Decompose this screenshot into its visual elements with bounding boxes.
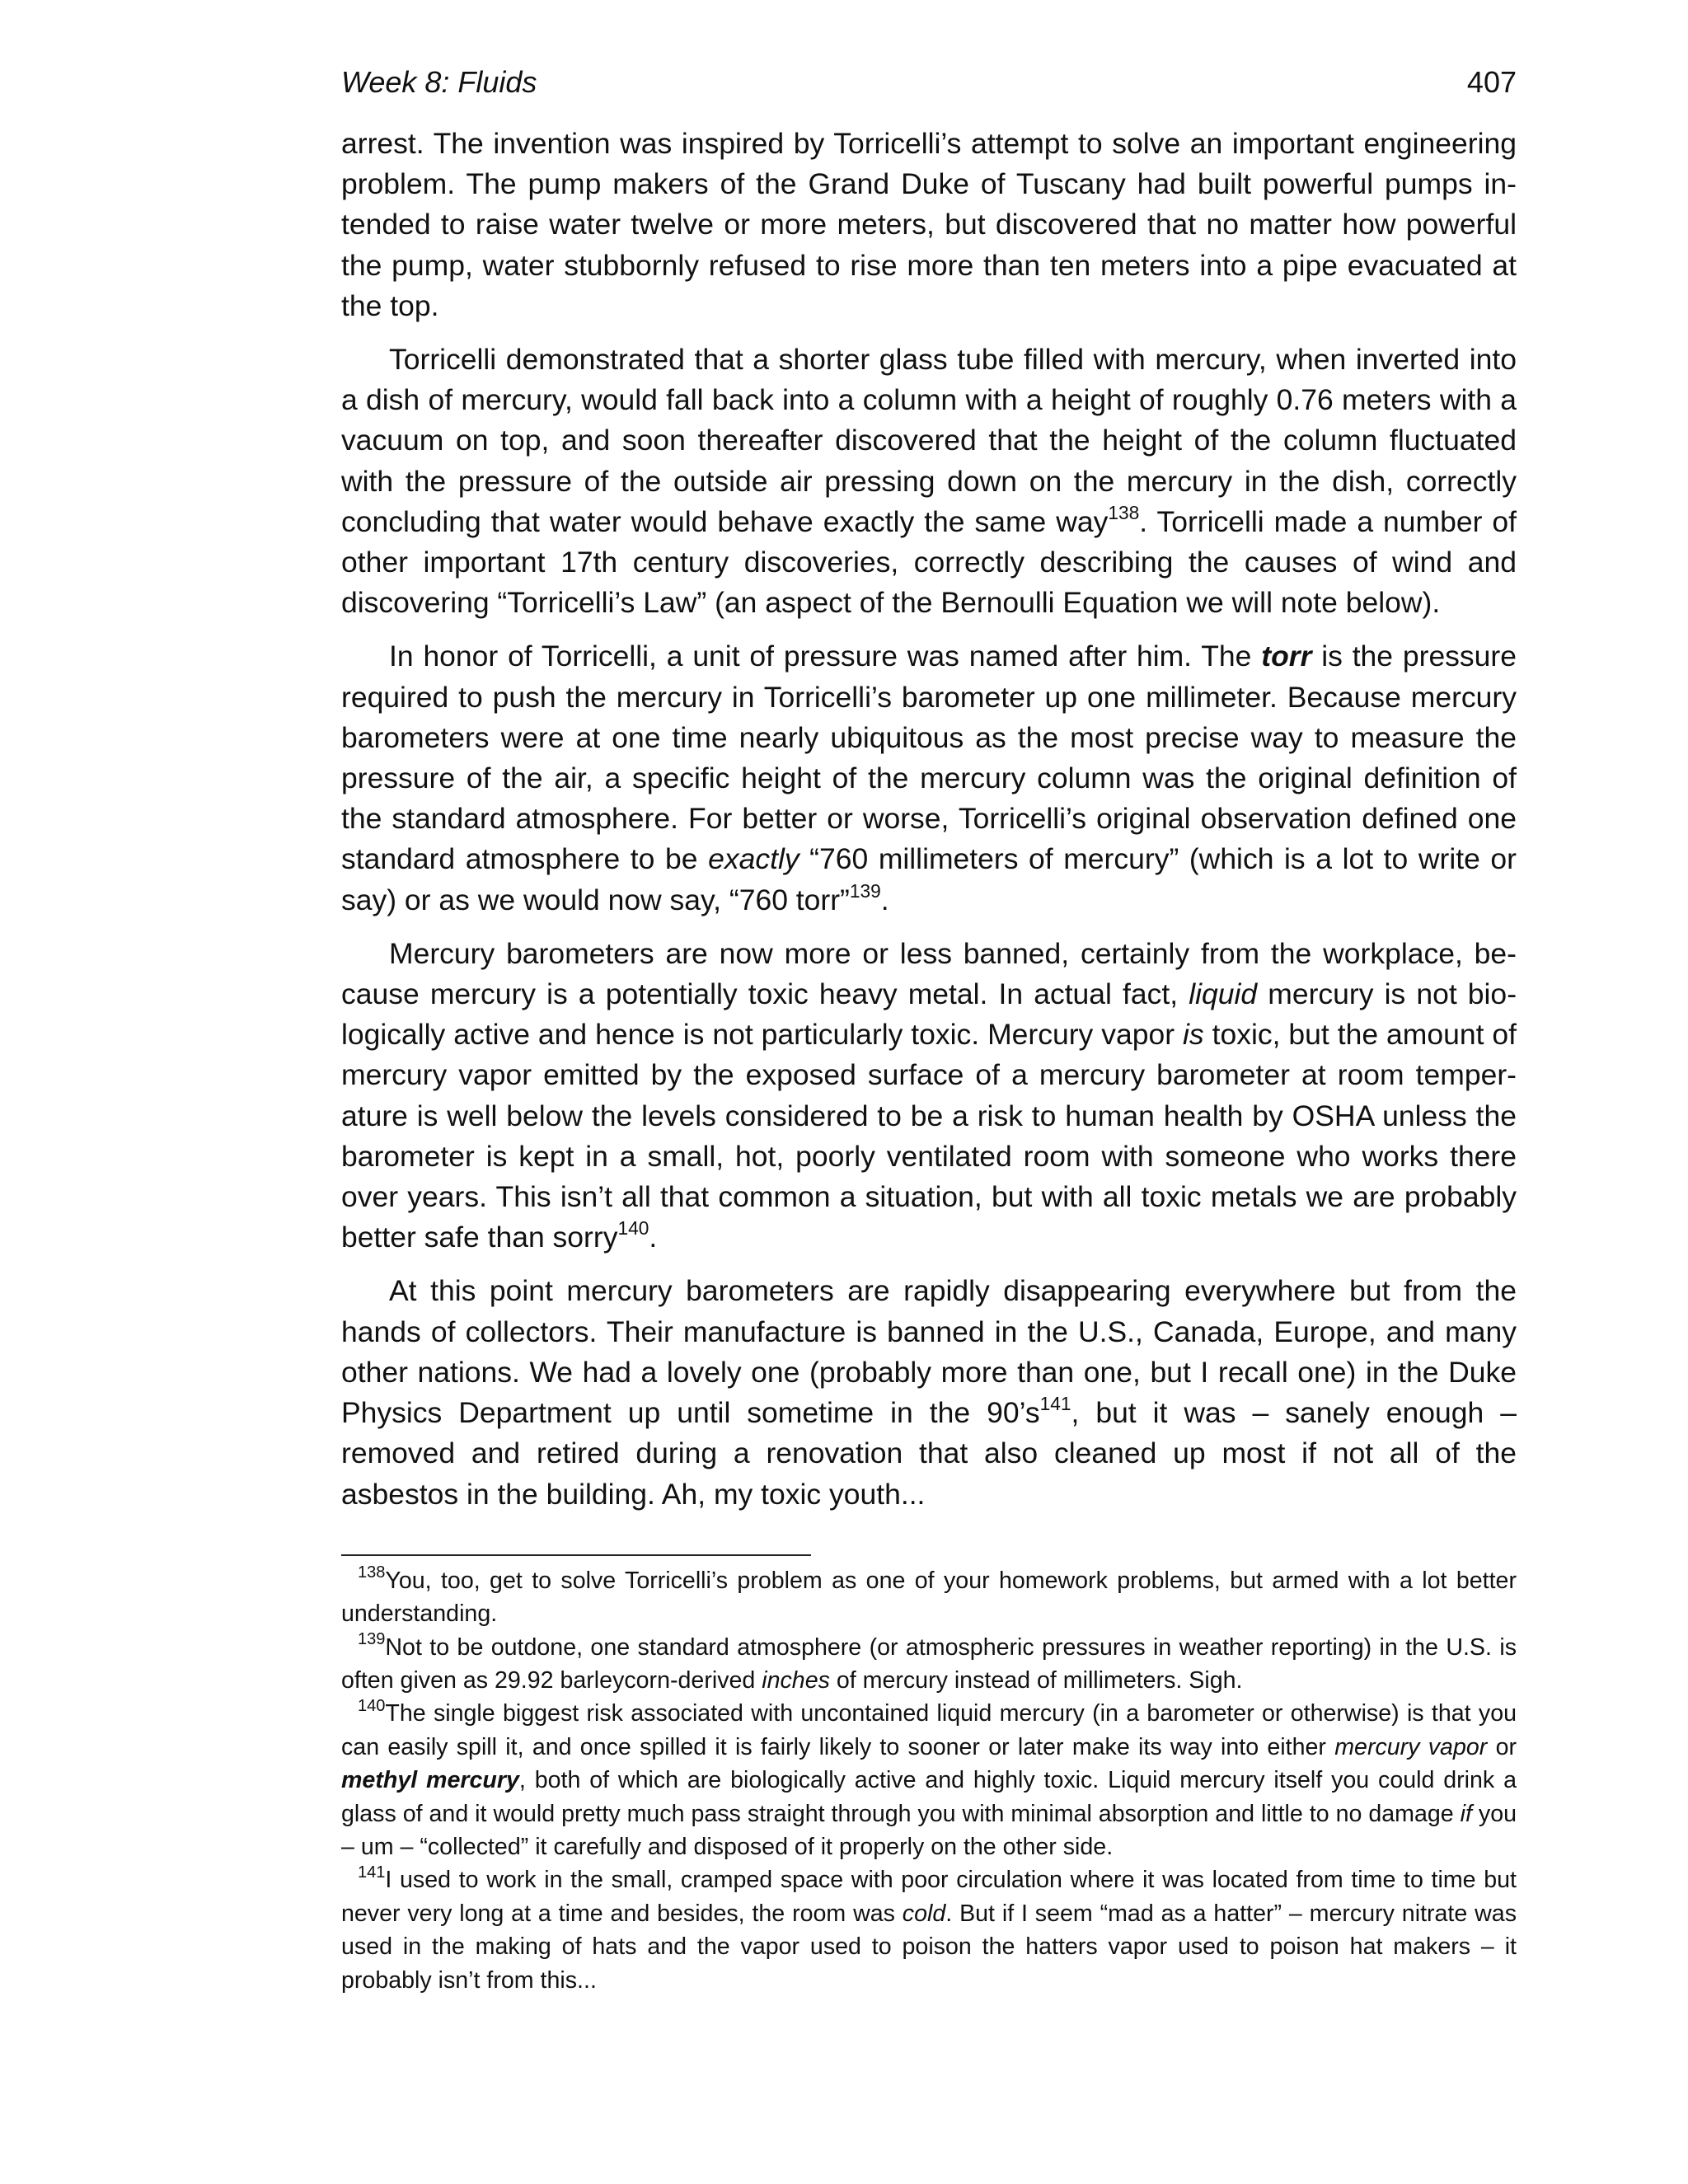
footnote-ref-141[interactable]: 141 — [1039, 1393, 1071, 1414]
main-text — [341, 124, 1517, 1515]
paragraph-4 — [341, 934, 1517, 1258]
emphasis-exactly: exactly — [708, 842, 799, 876]
emphasis-is: is — [1183, 1018, 1204, 1052]
footnote-138 — [341, 1564, 1517, 1631]
paragraph-2-text-b: . Torricelli made a number of other important 17th century discoveries, correctly describing the causes of wind and discovering “Torricelli’s Law” (an aspect of the Bernoulli Equation we will note below). — [341, 504, 1517, 620]
footnote-number: 141 — [358, 1863, 386, 1882]
footnote-divider — [341, 1554, 811, 1556]
footnote-ref-138[interactable]: 138 — [1108, 501, 1140, 523]
footnote-138-text: You, too, get to solve Torricelli’s problem as one of your homework problems, but armed with a lot better understanding. — [341, 1567, 1517, 1628]
footnote-number: 140 — [358, 1696, 386, 1715]
chapter-title: Week 8: Fluids — [341, 65, 537, 99]
document-page — [341, 59, 1517, 1997]
paragraph-4-text-b: mercury is not biologically active and hence is not particularly toxic. Mercury vapor — [341, 977, 1517, 1052]
paragraph-5 — [341, 1271, 1517, 1514]
footnote-140-text-d: you – um – “collected” it carefully and disposed of it properly on the other side. — [341, 1800, 1517, 1860]
emphasis-liquid: liquid — [1189, 977, 1258, 1011]
footnote-140 — [341, 1697, 1517, 1863]
footnote-140-text-b: or — [1487, 1733, 1517, 1760]
footnote-141-text-a: I used to work in the small, cramped space with poor circulation where it was located from time to time but never very long at a time and besides, the room was — [341, 1867, 1517, 1927]
emphasis-mercury-vapor: mercury vapor — [1334, 1733, 1488, 1760]
footnotes — [341, 1564, 1517, 1997]
page-number: 407 — [1466, 65, 1517, 99]
paragraph-4-text-d: . — [649, 1221, 658, 1254]
term-methyl-mercury: methyl mercury — [341, 1767, 519, 1794]
paragraph-3-text-c: “760 millimeters of mercury” (which is a lot to write or say) or as we would now say, “760 torr” — [341, 842, 1517, 916]
paragraph-5-text-b: , but it was – sanely enough – removed and retired during a renovation that also cleaned up most if not all of the asbestos in the building. Ah, my toxic youth... — [341, 1396, 1517, 1511]
footnote-140-text-c: , both of which are biologically active and highly toxic. Liquid mercury itself you could drink a glass of and it would pretty much pass straight through you with minimal absorption and little to no damage — [341, 1767, 1517, 1827]
paragraph-1 — [341, 124, 1517, 326]
paragraph-3-text-b: is the pressure required to push the mercury in Torricelli’s barometer up one millimeter. Because mercury barometers were at one time nearly ubiquitous as the most precise way to measure the pressure of the air, a specific height of the mercury column was the original definition of the standard atmosphere. For better or worse, Torricelli’s original observation defined one standard atmosphere to be — [341, 640, 1517, 876]
running-header — [341, 59, 1517, 105]
footnote-139-text-a: Not to be outdone, one standard atmosphere (or atmospheric pressures in weather reporting) in the U.S. is often given as 29.92 barleycorn-derived — [341, 1633, 1517, 1694]
emphasis-inches: inches — [762, 1666, 830, 1694]
emphasis-cold: cold — [902, 1900, 946, 1927]
paragraph-4-text-c: toxic, but the amount of mercury vapor emitted by the exposed surface of a mercury barometer at room temperature is well below the levels considered to be a risk to human health by OSHA unless the barometer is kept in a small, hot, poorly ventilated room with someone who works there over years. This isn’t all that common a situation, but with all toxic metals we are probably better safe than sorry — [341, 1018, 1517, 1254]
footnote-140-text-a: The single biggest risk associated with uncontained liquid mercury (in a barometer or otherwise) is that you can easily spill it, and once spilled it is fairly likely to sooner or later make its way into either — [341, 1700, 1517, 1760]
footnote-ref-139[interactable]: 139 — [849, 879, 881, 902]
paragraph-1-text: arrest. The invention was inspired by Torricelli’s attempt to solve an important engineering problem. The pump makers of the Grand Duke of Tuscany had built powerful pumps intended to raise water twelve or more meters, but discovered that no matter how powerful the pump, water stubbornly refused to rise more than ten meters into a pipe evacuated at the top. — [341, 127, 1517, 322]
paragraph-2 — [341, 340, 1517, 623]
footnote-number: 138 — [358, 1563, 386, 1582]
emphasis-if: if — [1460, 1800, 1472, 1827]
paragraph-3-text-d: . — [880, 883, 889, 916]
paragraph-3-text-a: In honor of Torricelli, a unit of pressure was named after him. The — [389, 640, 1262, 673]
footnote-141-text-b: . But if I seem “mad as a hatter” – mercury nitrate was used in the making of hats and the vapor used to poison the hatters vapor used to poison hat makers – it probably isn’t from this... — [341, 1900, 1517, 1994]
footnote-141 — [341, 1863, 1517, 1997]
paragraph-3 — [341, 636, 1517, 920]
footnote-139 — [341, 1631, 1517, 1698]
footnote-139-text-b: of mercury instead of millimeters. Sigh. — [829, 1666, 1243, 1694]
paragraph-5-text-a: At this point mercury barometers are rapidly disappearing everywhere but from the hands of collectors. Their manufacture is banned in the U.S., Canada, Europe, and many other nations. We had a lovely one (probably more than one, but I recall one) in the Duke Physics Department up until sometime in the 90’s — [341, 1274, 1517, 1430]
paragraph-2-text-a: Torricelli demonstrated that a shorter glass tube filled with mercury, when inverted into a dish of mercury, would fall back into a column with a height of roughly 0.76 meters with a vacuum on top, and soon thereafter discovered that the height of the column fluctuated with the pressure of the outside air pressing down on the mercury in the dish, correctly concluding that water would behave exactly the same way — [341, 343, 1517, 538]
term-torr: torr — [1261, 640, 1312, 673]
footnote-number: 139 — [358, 1629, 386, 1648]
footnote-ref-140[interactable]: 140 — [617, 1217, 649, 1240]
paragraph-4-text-a: Mercury barometers are now more or less banned, certainly from the workplace, because mercury is a potentially toxic heavy metal. In actual fact, — [341, 936, 1517, 1011]
